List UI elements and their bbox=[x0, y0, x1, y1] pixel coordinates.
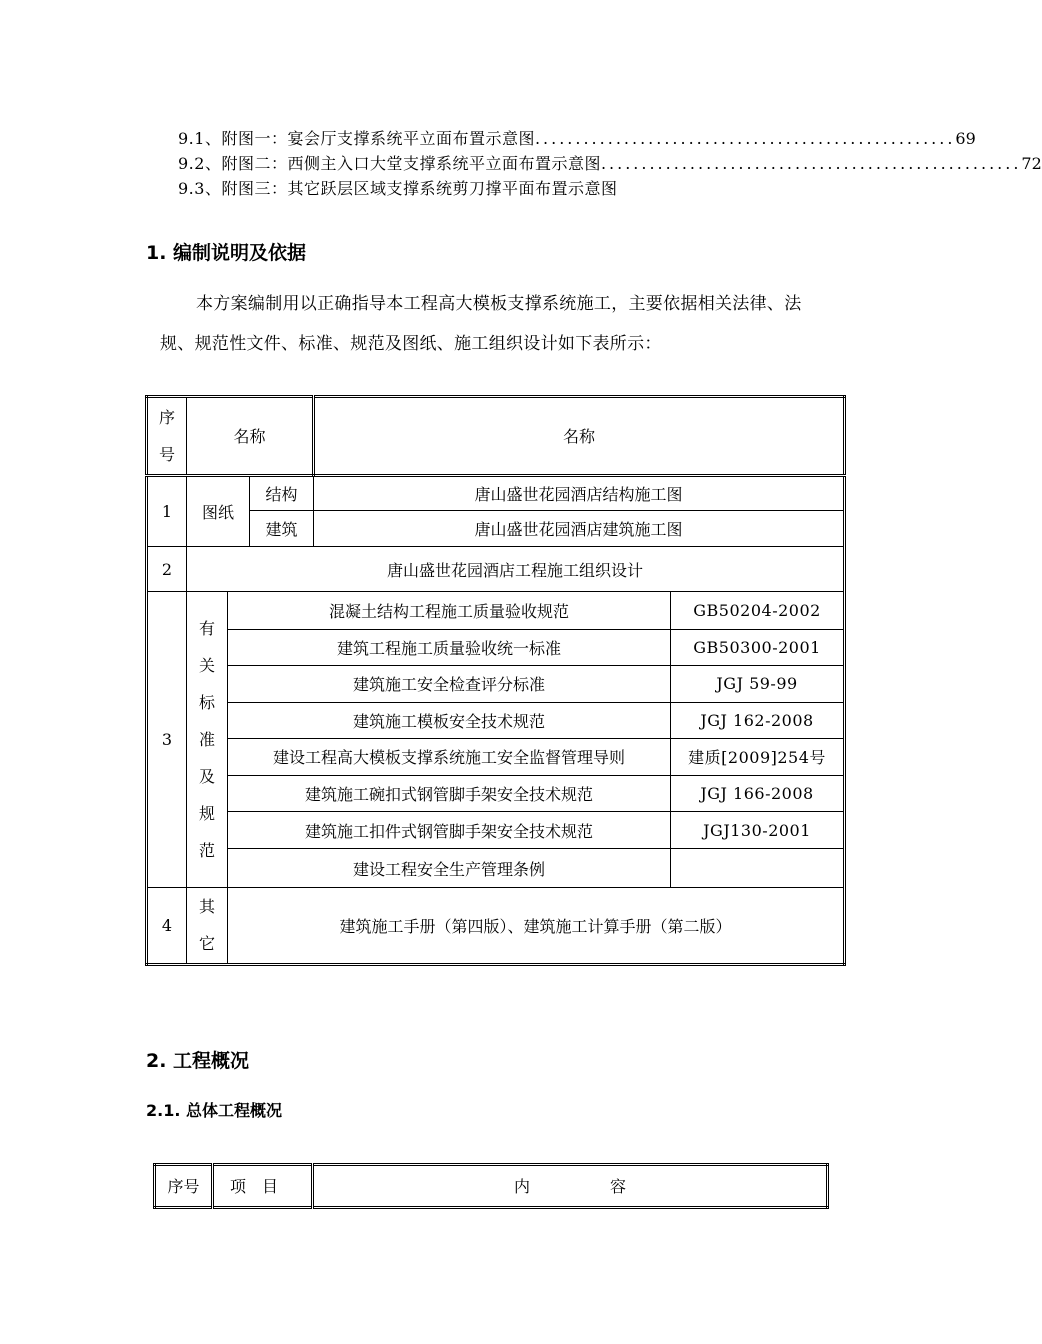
basis-table bbox=[145, 395, 846, 966]
standard-code: JGJ 59-99 bbox=[671, 666, 845, 702]
toc-entry-label: 9.2、附图二：西侧主入口大堂支撑系统平立面布置示意图 bbox=[178, 154, 601, 173]
standard-name: 建设工程高大模板支撑系统施工安全监督管理导则 bbox=[228, 739, 671, 775]
standard-code: GB50204-2002 bbox=[671, 592, 845, 629]
table-row bbox=[147, 739, 845, 775]
standard-name: 建筑施工扣件式钢管脚手架安全技术规范 bbox=[228, 812, 671, 849]
row-seq: 2 bbox=[147, 546, 187, 592]
standard-name: 建筑工程施工质量验收统一标准 bbox=[228, 629, 671, 665]
table-of-contents bbox=[178, 126, 1042, 201]
drawing-name: 唐山盛世花园酒店结构施工图 bbox=[314, 475, 845, 510]
toc-leader-dots: .................................................... bbox=[534, 129, 956, 148]
standard-code: JGJ130-2001 bbox=[671, 812, 845, 849]
standard-name: 建筑施工模板安全技术规范 bbox=[228, 702, 671, 738]
table-row bbox=[147, 546, 845, 592]
toc-entry-page: 72 bbox=[1021, 154, 1042, 173]
table-row bbox=[147, 475, 845, 510]
row-name: 建筑施工手册（第四版）、建筑施工计算手册（第二版） bbox=[228, 887, 845, 964]
standard-code: JGJ 166-2008 bbox=[671, 775, 845, 811]
toc-entry[interactable] bbox=[178, 176, 818, 201]
header-seq bbox=[147, 397, 187, 476]
header-item: 项 目 bbox=[213, 1165, 313, 1208]
table-row bbox=[147, 849, 845, 887]
row-seq: 3 bbox=[147, 592, 187, 888]
standard-name: 建设工程安全生产管理条例 bbox=[228, 849, 671, 887]
table-header-row bbox=[155, 1165, 828, 1208]
row-name: 唐山盛世花园酒店工程施工组织设计 bbox=[187, 546, 845, 592]
drawing-type: 结构 bbox=[250, 475, 314, 510]
row-category-text: 其它 bbox=[199, 897, 216, 954]
drawing-type: 建筑 bbox=[250, 511, 314, 546]
overview-table bbox=[153, 1163, 829, 1209]
section-1-paragraph: 本方案编制用以正确指导本工程高大模板支撑系统施工，主要依据相关法律、法规、规范性文件、标准、规范及图纸、施工组织设计如下表所示： bbox=[160, 294, 802, 354]
table-row bbox=[147, 629, 845, 665]
header-name-2: 名称 bbox=[314, 397, 845, 476]
toc-entry[interactable] bbox=[178, 151, 1042, 176]
table-row bbox=[147, 592, 845, 629]
toc-entry-label: 9.1、附图一：宴会厅支撑系统平立面布置示意图 bbox=[178, 129, 535, 148]
standard-name: 建筑施工碗扣式钢管脚手架安全技术规范 bbox=[228, 775, 671, 811]
table-row bbox=[147, 511, 845, 546]
row-seq: 1 bbox=[147, 475, 187, 546]
table-row bbox=[147, 887, 845, 964]
toc-entry[interactable] bbox=[178, 126, 976, 151]
toc-entry-page: 69 bbox=[955, 129, 976, 148]
row-category-text: 有关标准及规范 bbox=[199, 619, 216, 861]
section-2-1-heading: 2.1. 总体工程概况 bbox=[146, 1101, 282, 1120]
header-seq: 序号 bbox=[155, 1165, 213, 1208]
drawing-name: 唐山盛世花园酒店建筑施工图 bbox=[314, 511, 845, 546]
row-seq: 4 bbox=[147, 887, 187, 964]
header-content: 内 容 bbox=[313, 1165, 828, 1208]
standard-code bbox=[671, 849, 845, 887]
standard-name: 建筑施工安全检查评分标准 bbox=[228, 666, 671, 702]
header-name-1: 名称 bbox=[187, 397, 314, 476]
row-category bbox=[187, 592, 228, 888]
standard-code: GB50300-2001 bbox=[671, 629, 845, 665]
table-row bbox=[147, 775, 845, 811]
section-2-heading: 2. 工程概况 bbox=[146, 1050, 250, 1072]
toc-entry-label: 9.3、附图三：其它跃层区域支撑系统剪刀撑平面布置示意图 bbox=[178, 179, 618, 198]
row-category: 图纸 bbox=[187, 475, 250, 546]
table-header-row bbox=[147, 397, 845, 476]
header-seq-text: 序号 bbox=[159, 407, 176, 464]
row-category bbox=[187, 887, 228, 964]
table-row bbox=[147, 702, 845, 738]
table-row bbox=[147, 812, 845, 849]
standard-code: 建质[2009]254号 bbox=[671, 739, 845, 775]
table-row bbox=[147, 666, 845, 702]
standard-code: JGJ 162-2008 bbox=[671, 702, 845, 738]
toc-leader-dots: .................................................... bbox=[600, 154, 1022, 173]
section-1-heading: 1. 编制说明及依据 bbox=[146, 242, 307, 264]
standard-name: 混凝土结构工程施工质量验收规范 bbox=[228, 592, 671, 629]
